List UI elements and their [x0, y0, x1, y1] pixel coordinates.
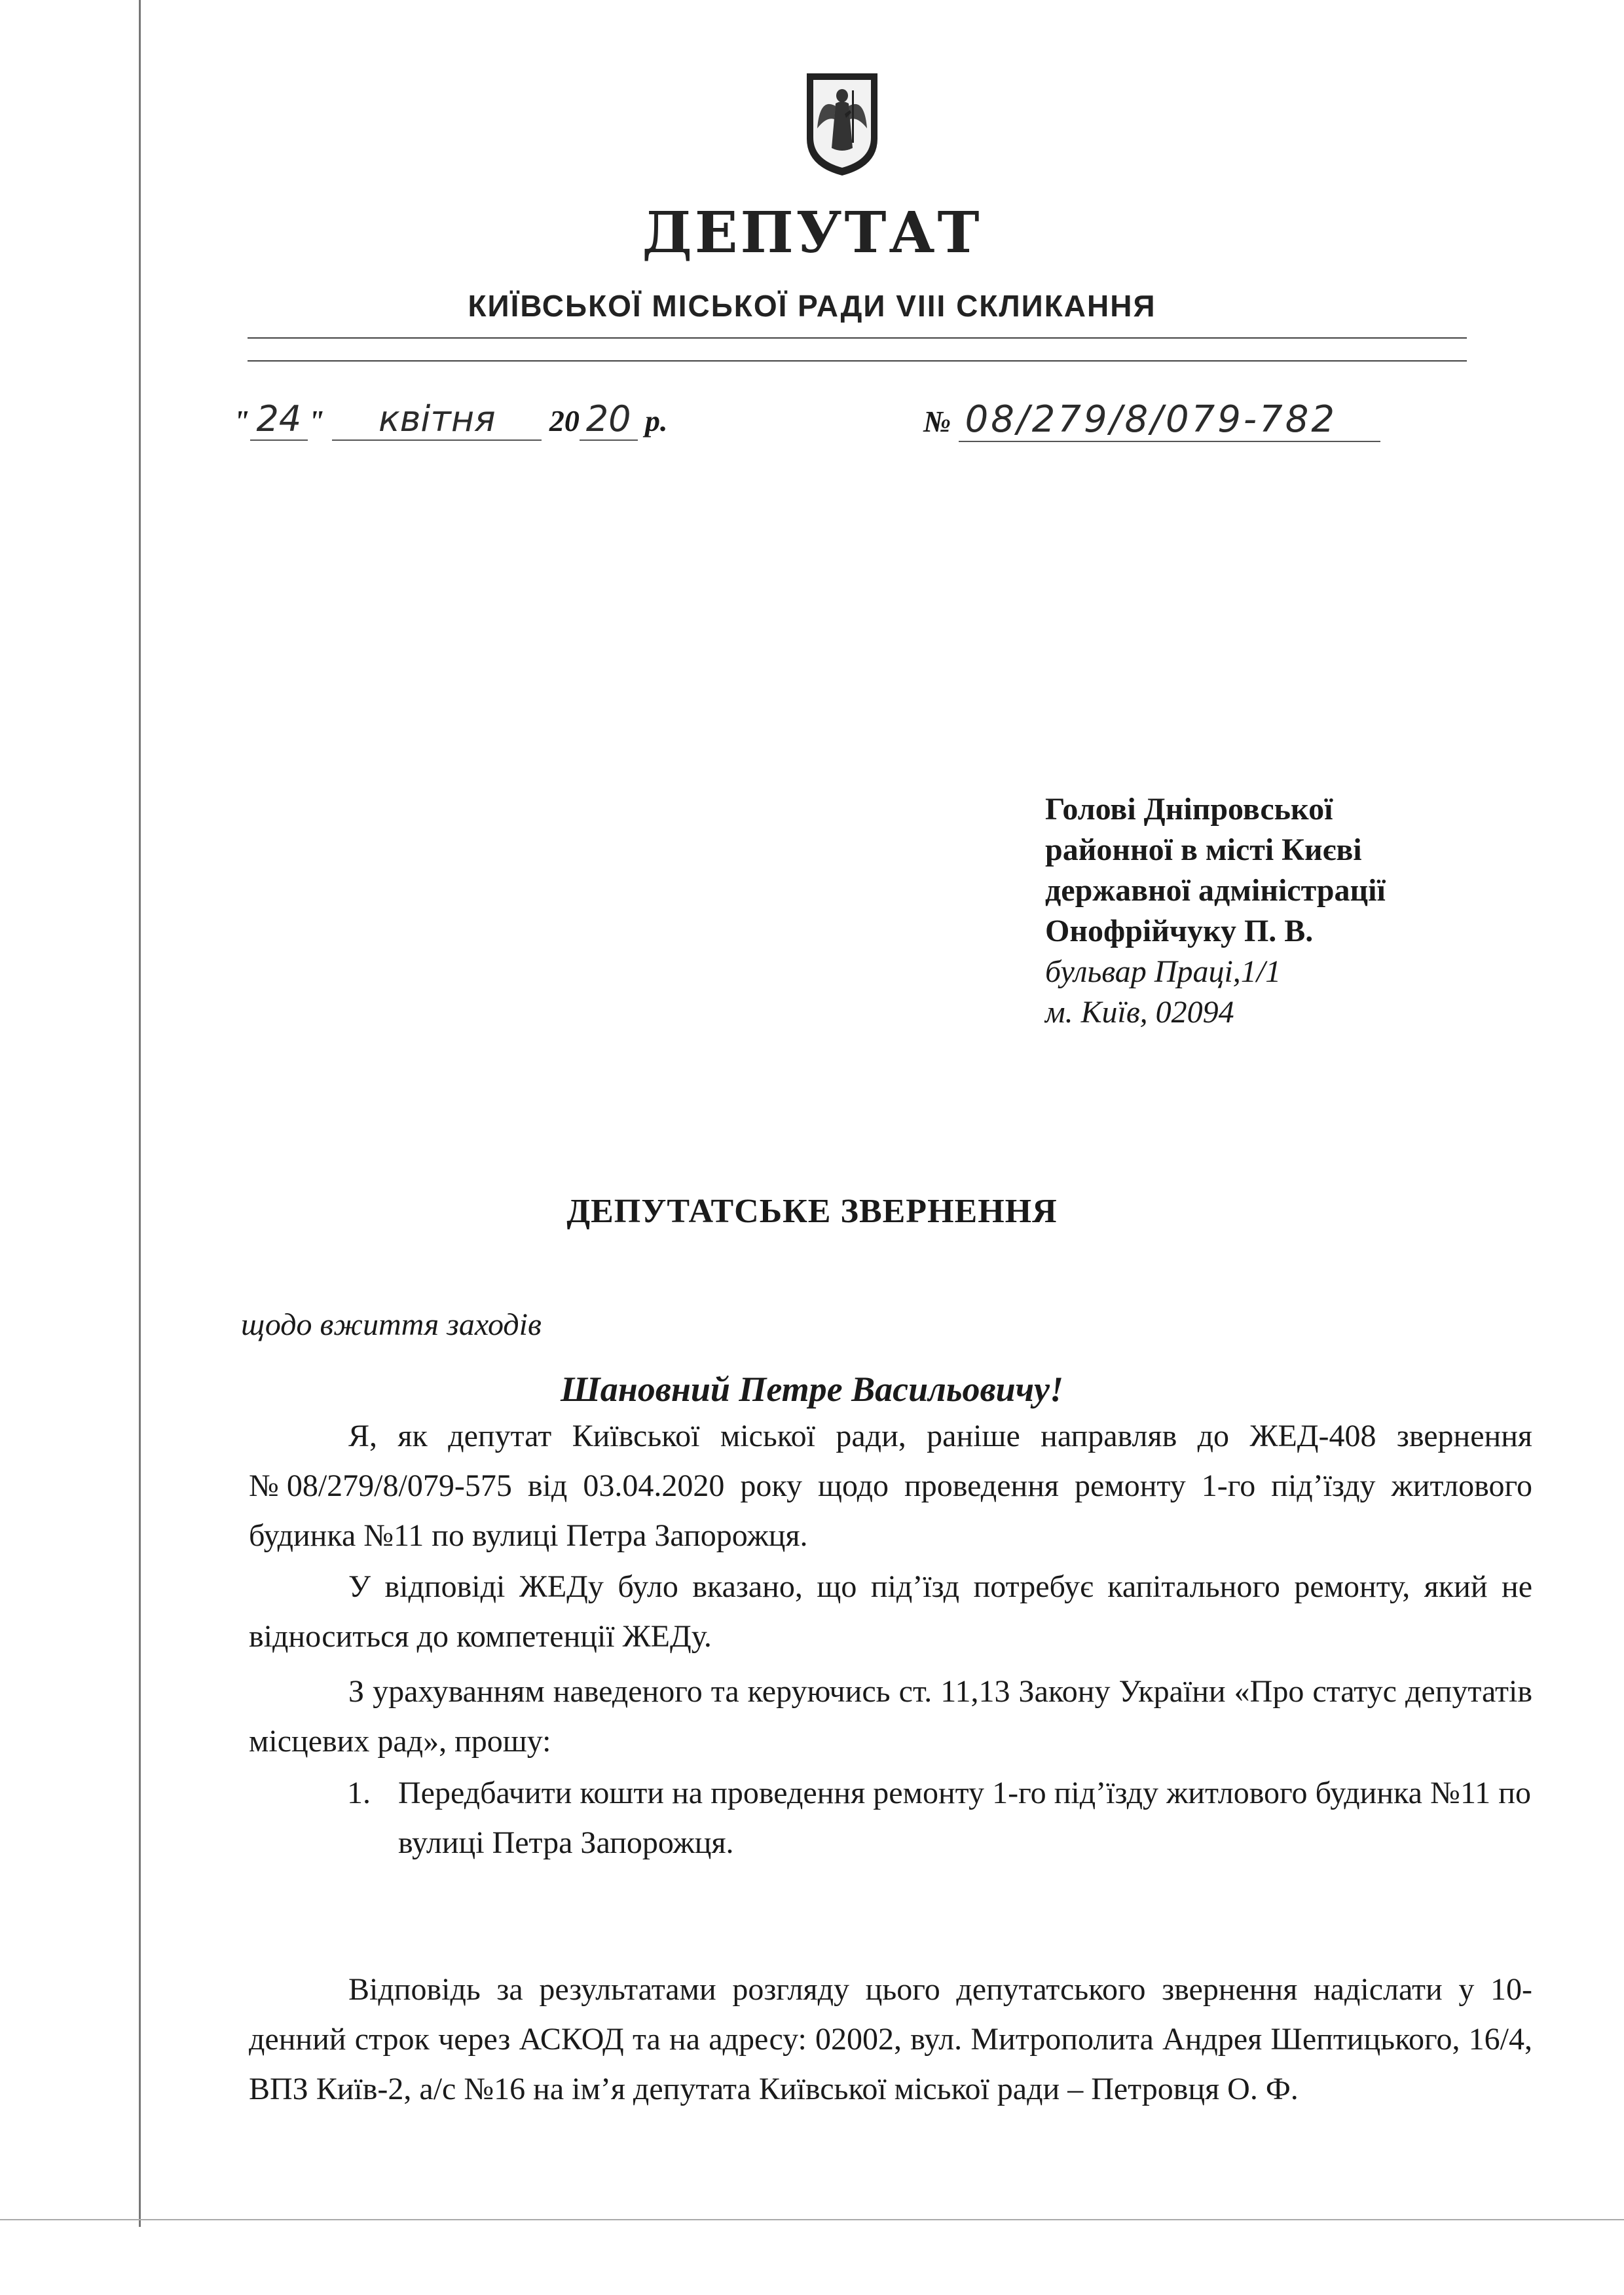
- header-title: ДЕПУТАТ: [642, 200, 982, 266]
- addressee-block: [1045, 789, 1386, 1033]
- registration-label: №: [923, 405, 951, 438]
- scan-edge-line: [139, 0, 141, 2227]
- date-year-unit: р.: [645, 404, 668, 438]
- header-divider-bottom: [248, 360, 1467, 362]
- addressee-name: Онофрійчуку П. В.: [1045, 914, 1314, 948]
- header-divider-top: [248, 337, 1467, 339]
- addressee-line: державної адміністрації: [1045, 873, 1386, 908]
- header-subtitle: КИЇВСЬКОЇ МІСЬКОЇ РАДИ VIII СКЛИКАННЯ: [468, 289, 1156, 323]
- date-close-quote: ": [308, 404, 325, 438]
- date-year-suffix: 20: [580, 398, 638, 441]
- body-paragraph-2: У відповіді ЖЕДу було вказано, що під’їзд потребує капітального ремонту, який не відноситься до компетенції ЖЕДу.: [249, 1569, 1532, 1654]
- date-month: квітня: [332, 398, 542, 441]
- date-open-quote: ": [233, 404, 250, 438]
- list-item-number: 1.: [347, 1776, 371, 1810]
- date-line: [233, 398, 668, 441]
- registration-number: 08/279/8/079-782: [959, 398, 1380, 442]
- date-year-prefix: 20: [549, 404, 580, 438]
- document-subject: щодо вжиття заходів: [241, 1307, 542, 1342]
- scan-bottom-line: [0, 2219, 1624, 2220]
- addressee-street: бульвар Праці,1/1: [1045, 954, 1282, 989]
- body-paragraph-1: Я, як депутат Київської міської ради, раніше направляв до ЖЕД-408 звернення №08/279/8/079-575 від 03.04.2020 року щодо проведення ремонту 1-го під’їзду житлового будинка №11 по вулиці Петра Запорожця.: [249, 1419, 1532, 1553]
- document-title: ДЕПУТАТСЬКЕ ЗВЕРНЕННЯ: [566, 1193, 1058, 1230]
- addressee-line: Голові Дніпровської: [1045, 792, 1333, 827]
- body-paragraph-4: Відповідь за результатами розгляду цього депутатського звернення надіслати у 10-денний строк через АСКОД та на адресу: 02002, вул. Митрополита Андрея Шептицького, 16/4, ВПЗ Київ-2, а/с №16 на ім’я депутата Київської міської ради – Петровця О. Ф.: [249, 1972, 1532, 2106]
- kyiv-coat-of-arms-icon: [804, 71, 880, 178]
- addressee-city: м. Київ, 02094: [1045, 995, 1234, 1030]
- addressee-line: районної в місті Києві: [1045, 832, 1362, 867]
- list-item-text: Передбачити кошти на проведення ремонту 1-го під’їзду житлового будинка №11 по вулиці Петра Запорожця.: [398, 1776, 1531, 1860]
- salutation: Шановний Петре Васильовичу!: [560, 1370, 1064, 1409]
- body-paragraph-3: З урахуванням наведеного та керуючись ст. 11,13 Закону України «Про статус депутатів місцевих рад», прошу:: [249, 1674, 1532, 1759]
- registration-line: [923, 398, 1380, 442]
- date-day: 24: [250, 398, 308, 441]
